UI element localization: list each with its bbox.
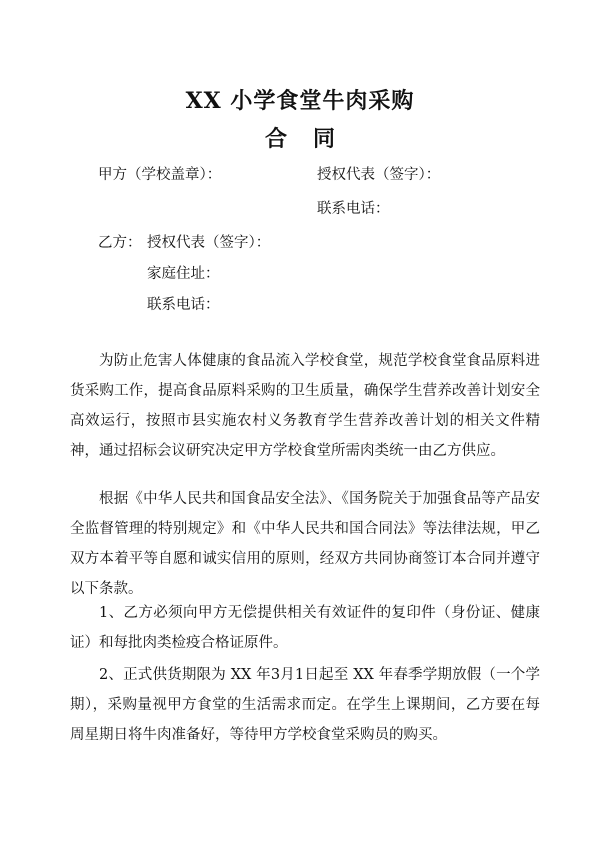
- subtitle-char-1: 合: [264, 126, 287, 152]
- party-b-address-label: 家庭住址：: [147, 266, 220, 282]
- document-title: XX 小学食堂牛肉采购: [185, 88, 415, 114]
- party-b-label: 乙方：: [98, 235, 142, 251]
- paragraph-clause-2: 2、正式供货期限为 XX 年3月1日起至 XX 年春季学期放假（一个学期），采购量视甲方食堂的生活需求而定。在学生上课期间，乙方要在每周星期日将牛肉准备好，等待甲方学校食堂采购员的购买。: [70, 667, 540, 743]
- paragraph-legal-basis: 根据《中华人民共和国食品安全法》、《国务院关于加强食品等产品安全监督管理的特别规定》和《中华人民共和国合同法》等法律法规，甲乙双方本着平等自愿和诚实信用的原则，经双方共同协商签订本合同并遵守以下条款。: [70, 491, 540, 597]
- party-a-label: 甲方（学校盖章）：: [98, 167, 222, 183]
- paragraph-clause-1: 1、乙方必须向甲方无偿提供相关有效证件的复印件（身份证、健康证）和每批肉类检疫合格证原件。: [70, 605, 540, 651]
- subtitle-char-2: 同: [313, 126, 336, 152]
- party-a-phone-label: 联系电话：: [317, 201, 390, 217]
- paragraph-purpose: 为防止危害人体健康的食品流入学校食堂，规范学校食堂食品原料进货采购工作，提高食品原料采购的卫生质量，确保学生营养改善计划安全高效运行，按照市县实施农村义务教育学生营养改善计划的相关文件精神，通过招标会议研究决定甲方学校食堂所需肉类统一由乙方供应。: [70, 353, 540, 459]
- party-b-rep-label: 授权代表（签字）：: [147, 235, 271, 251]
- document-subtitle: [0, 122, 600, 153]
- party-a-rep-label: 授权代表（签字）：: [317, 167, 441, 183]
- party-b-phone-label: 联系电话：: [147, 297, 220, 313]
